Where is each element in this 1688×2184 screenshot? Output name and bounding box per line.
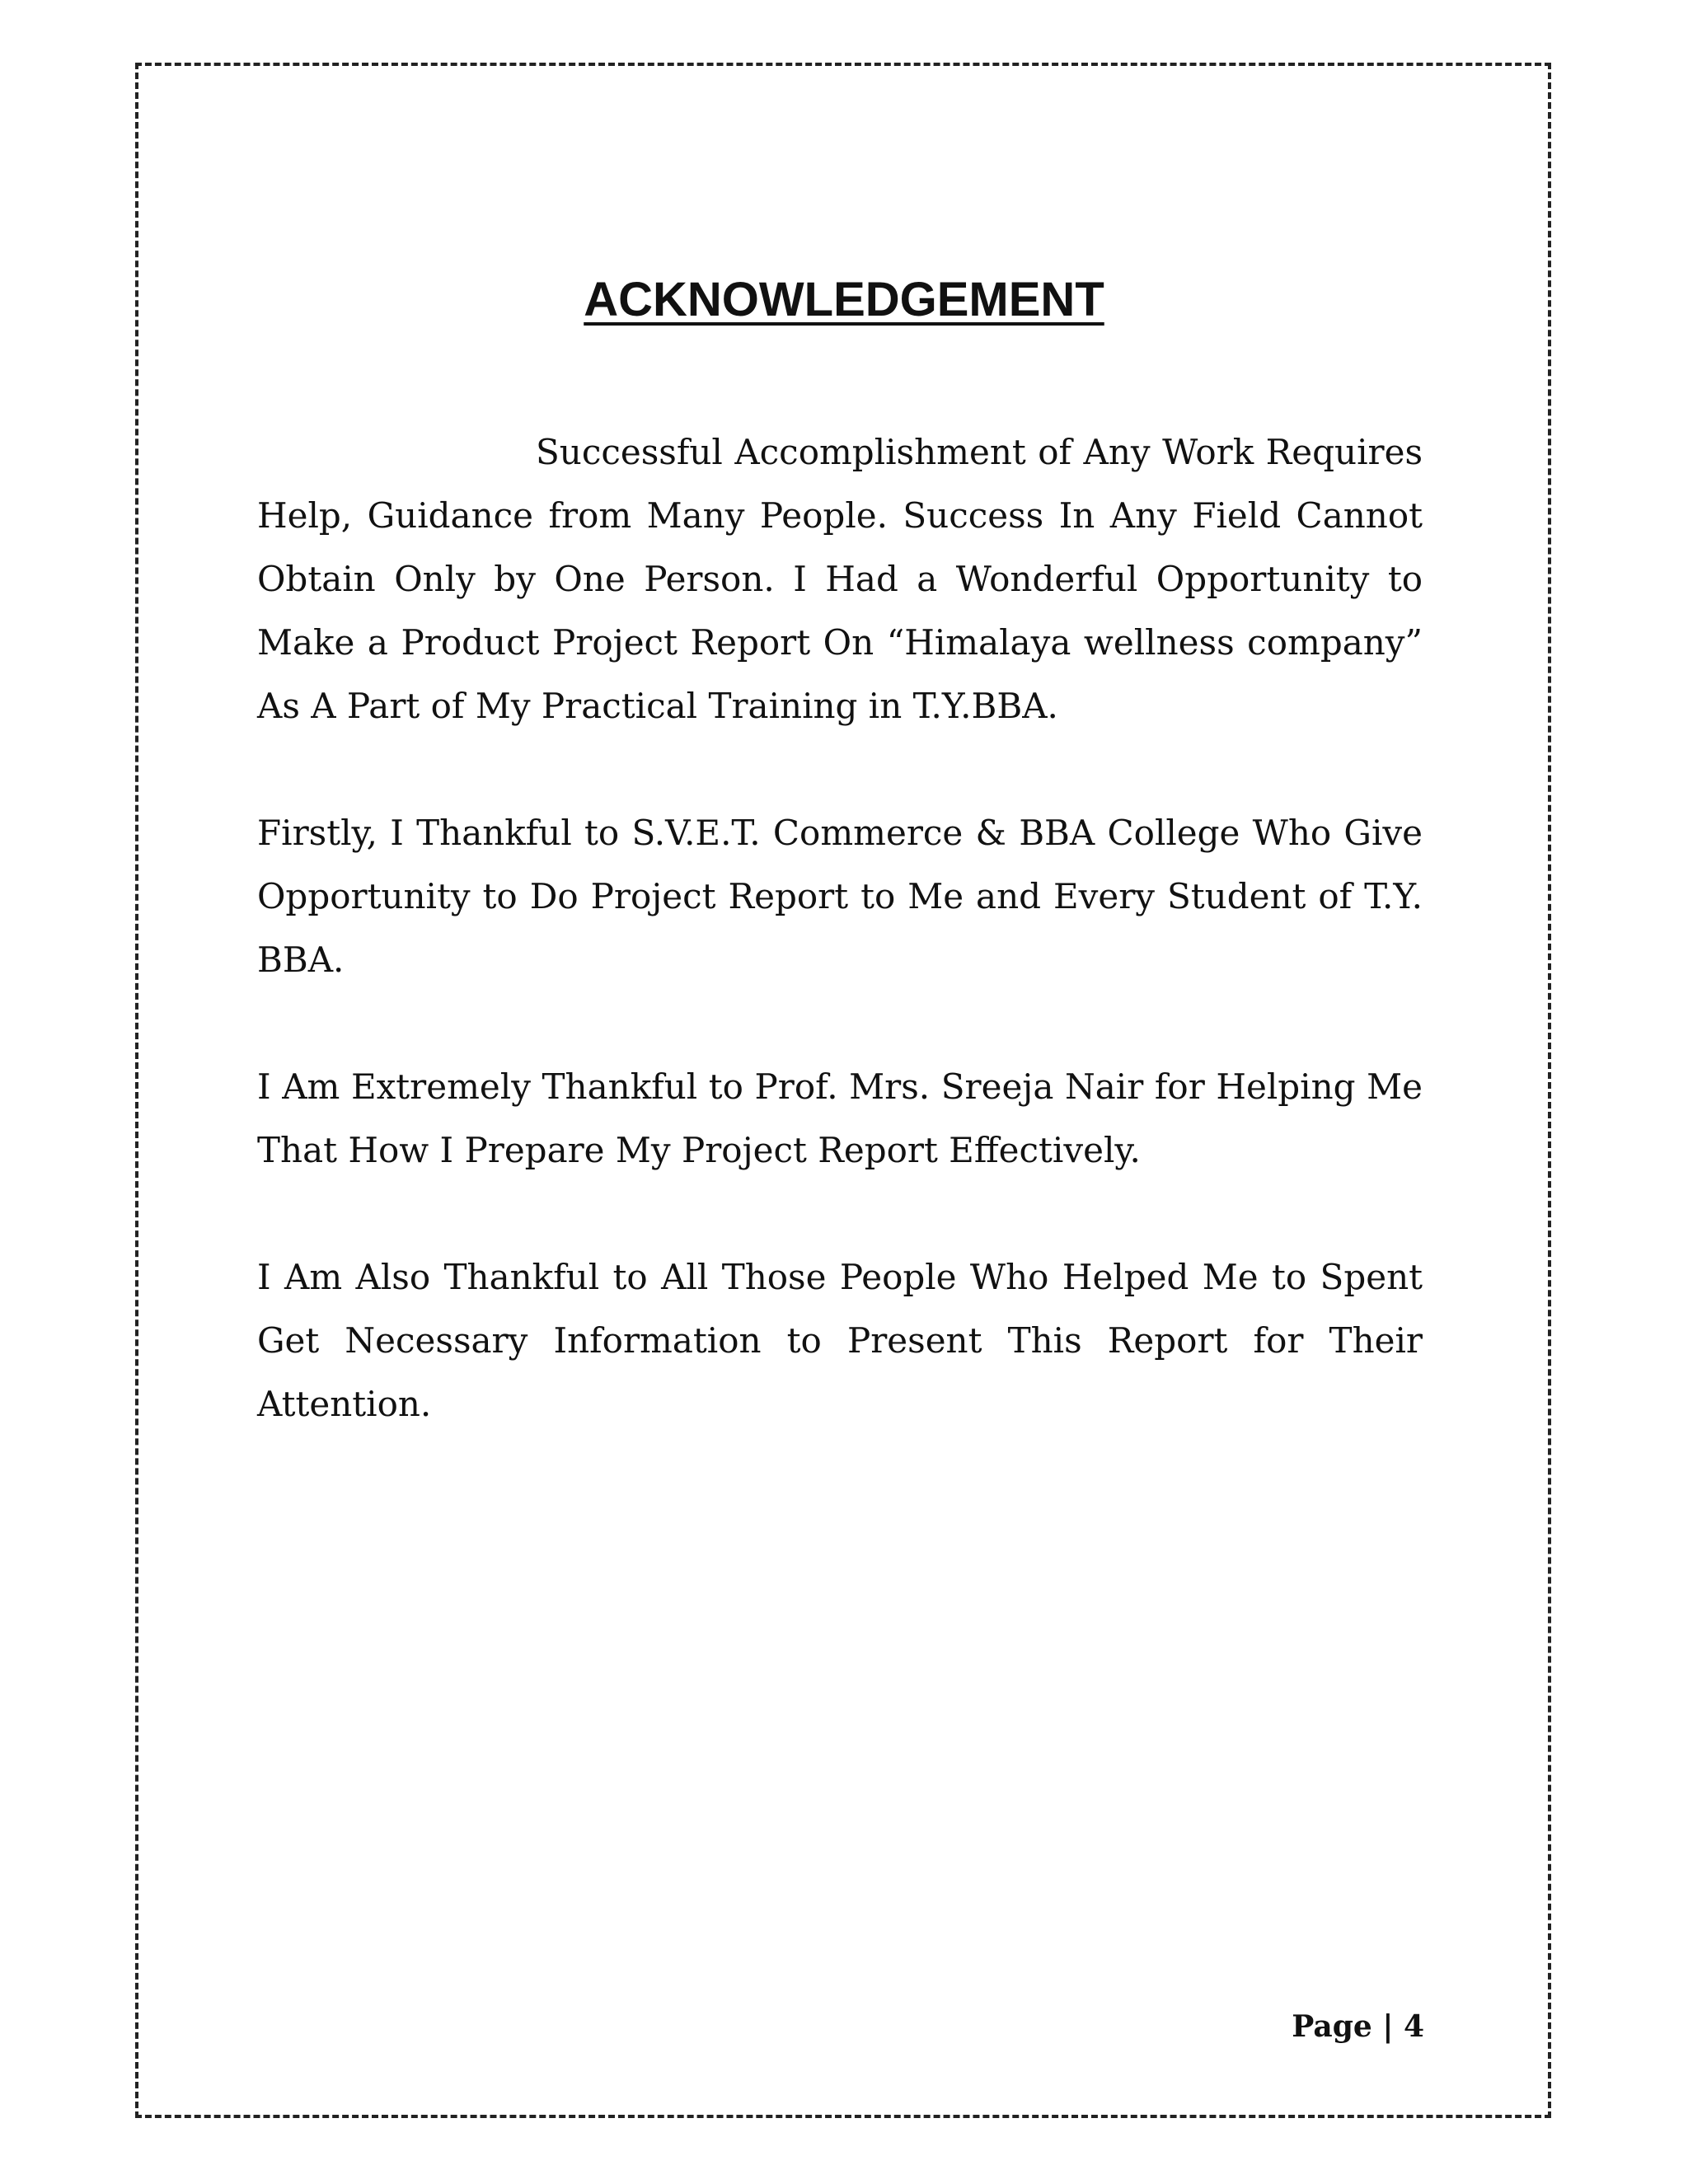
paragraph-3: I Am Extremely Thankful to Prof. Mrs. Sreeja Nair for Helping Me That How I Prepare My Project Report Effectively. [257, 1066, 1423, 1170]
acknowledgement-body [257, 420, 1423, 1499]
paragraph-2: Firstly, I Thankful to S.V.E.T. Commerce & BBA College Who Give Opportunity to Do Project Report to Me and Every Student of T.Y. BBA. [257, 813, 1423, 980]
page-title [0, 272, 1688, 327]
page-number: Page | 4 [1292, 2009, 1424, 2044]
paragraph-1: Successful Accomplishment of Any Work Requires Help, Guidance from Many People. Success In Any Field Cannot Obtain Only by One Person. I Had a Wonderful Opportunity to Make a Product Project Report On “Himalaya wellness company” As A Part of My Practical Training in T.Y.BBA. [257, 432, 1423, 726]
paragraph-4: I Am Also Thankful to All Those People Who Helped Me to Spent Get Necessary Information to Present This Report for Their Attention. [257, 1257, 1423, 1424]
page-title-text: ACKNOWLEDGEMENT [584, 273, 1104, 326]
